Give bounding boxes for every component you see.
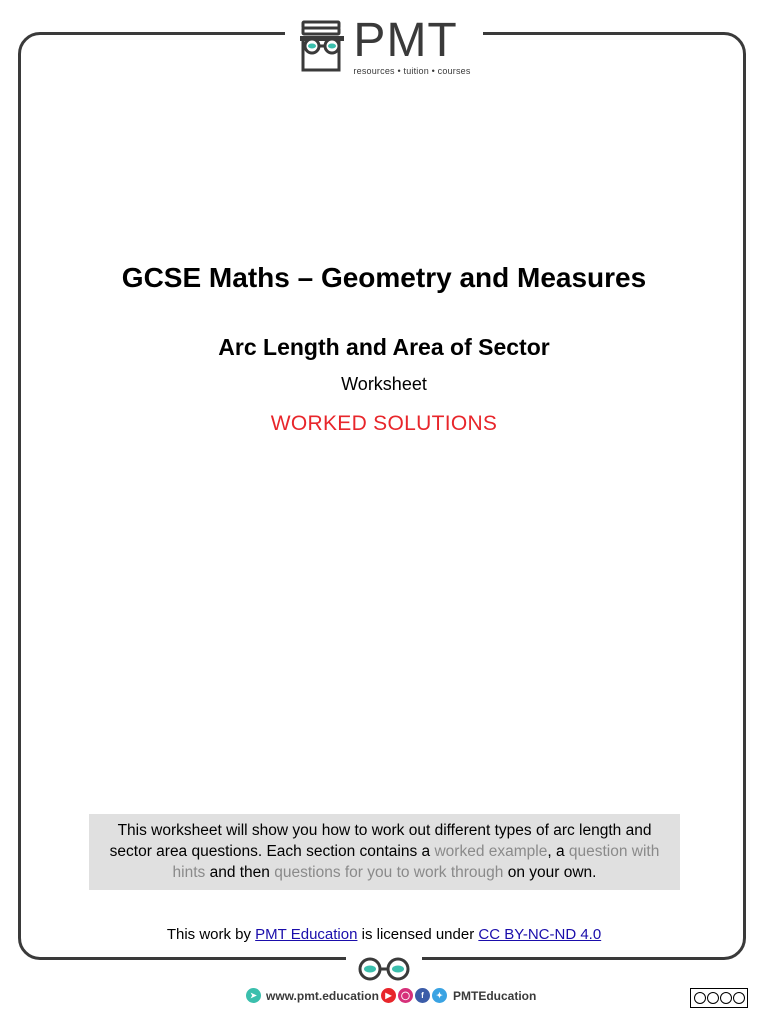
intro-box [89,814,680,890]
intro-text-1: This worksheet will show you how to work out different types of arc length and sector area questions. Each section contains a [109,822,652,860]
cc-license-badge[interactable] [690,988,748,1008]
logo-tagline: resources • tuition • courses [353,66,471,76]
header-logo-area [0,14,768,78]
cc-icon [694,992,706,1004]
youtube-icon[interactable]: ▶ [381,988,396,1003]
footer [0,988,768,1008]
pmt-education-link[interactable]: PMT Education [255,926,358,943]
license-line [0,926,768,943]
footer-glasses [346,955,422,983]
document-title: GCSE Maths – Geometry and Measures [121,262,647,293]
website-text: www.pmt.education [266,988,379,1003]
worked-solutions-label: WORKED SOLUTIONS [270,412,498,435]
instagram-icon[interactable]: ◯ [398,988,413,1003]
document-subtitle: Arc Length and Area of Sector [218,334,550,360]
intro-worked-example: worked example [434,843,548,860]
cc-license-link[interactable]: CC BY-NC-ND 4.0 [478,926,602,943]
logo-title: PMT [353,14,458,67]
twitter-icon[interactable]: ✦ [432,988,447,1003]
nc-icon [720,992,732,1004]
nd-icon [733,992,745,1004]
cursor-icon: ➤ [246,988,261,1003]
intro-questions-for-you: questions for you to work through [274,864,504,881]
intro-text-3: and then [205,864,275,881]
license-middle: is licensed under [357,926,479,943]
by-icon [707,992,719,1004]
intro-text-2: , a [547,843,569,860]
footer-website[interactable] [246,988,379,1003]
footer-social [381,988,536,1003]
pmt-logo [285,14,482,78]
glasses-icon [352,956,416,982]
license-prefix: This work by [166,926,256,943]
intro-question-with-hints: question with hints [172,843,660,881]
book-with-glasses-icon [297,18,347,74]
social-handle: PMTEducation [453,988,537,1003]
intro-text-4: on your own. [503,864,597,881]
facebook-icon[interactable]: f [415,988,430,1003]
document-type: Worksheet [341,374,427,394]
